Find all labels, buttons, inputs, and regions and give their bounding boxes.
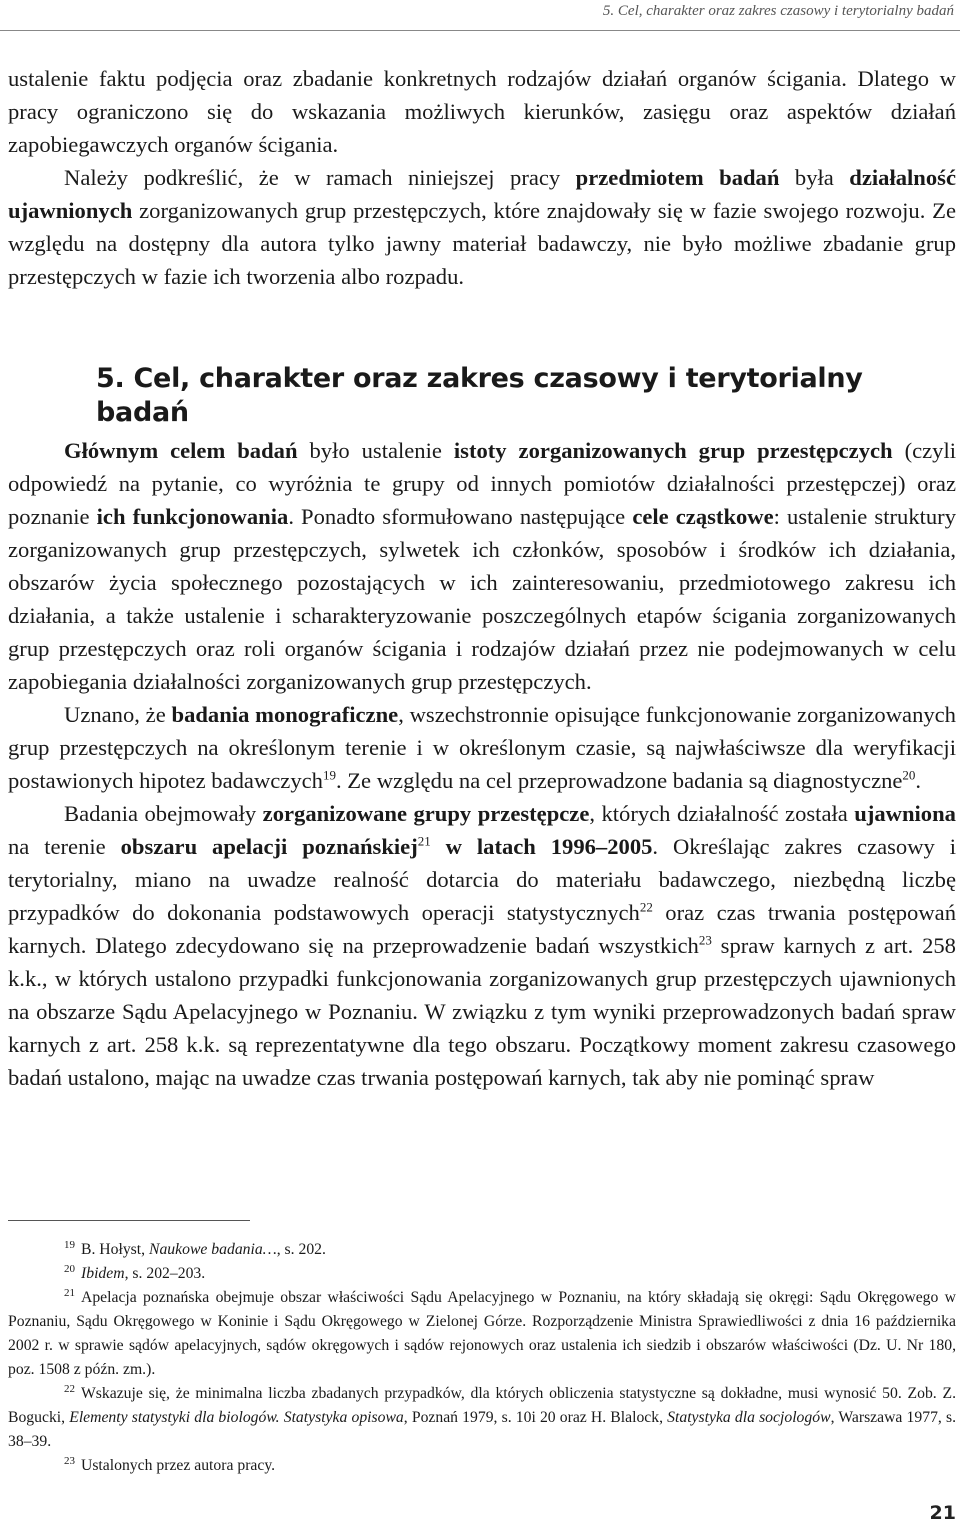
footnote-number: 22 [64, 1382, 75, 1395]
bold-text: cele cząstkowe [632, 504, 774, 529]
footnote-20 [8, 1262, 956, 1286]
running-head: 5. Cel, charakter oraz zakres czasowy i terytorialny badań [602, 3, 954, 19]
text: Ustalonych przez autora pracy. [81, 1457, 276, 1474]
text: Wskazuje się, że minimalna liczba zbadanych przypadków, dla których obliczenia statystyczne są dokładne, musi wynosić 50. Zob. Z. Bogucki, [8, 1385, 956, 1426]
text: , których działalność została [589, 801, 855, 826]
footnote-number: 20 [64, 1262, 75, 1275]
footnote-ref[interactable]: 20 [902, 767, 916, 783]
text: , Poznań 1979, s. 10i 20 oraz H. Blalock, [403, 1409, 668, 1426]
footnote-22 [8, 1382, 956, 1454]
text: Badania obejmowały [64, 801, 263, 826]
bold-text: badania monograficzne [171, 702, 399, 727]
footnote-number: 19 [64, 1238, 75, 1251]
text: na terenie [8, 834, 121, 859]
text: : ustalenie struktury zorganizowanych grup przestępczych, sylwetek ich członków, sposobów i środków ich działania, obszarów życia społecznego pozostających w ich zainteresowaniu, przedmiotowego zakresu ich działania, a także ustalenie i scharakteryzowanie poszczególnych etapów ścigania zorganizowanych grup przestępczych oraz roli organów ścigania i rodzajów działań przez nie podejmowanych w celu zapobiegania działalności zorganizowanych grup przestępczych. [8, 504, 957, 694]
paragraph-subject [8, 161, 956, 293]
section-heading: 5. Cel, charakter oraz zakres czasowy i terytorialny badań [96, 363, 863, 428]
footnote-rule [8, 1220, 250, 1221]
body-text-top [8, 62, 956, 293]
text: Uznano, że [64, 702, 172, 727]
bold-text: przedmiotem badań [575, 165, 780, 190]
bold-text: istoty zorganizowanych grup przestępczych [453, 438, 893, 463]
text: zorganizowanych grup przestępczych, które znajdowały się w fazie swojego rozwoju. Ze względu na dostępny dla autora tylko jawny materiał badawczy, nie było możliwe zbadanie grup przestępczych w fazie ich tworzenia albo rozpadu. [8, 198, 956, 289]
footnote-ref[interactable]: 22 [639, 899, 653, 915]
bold-text: w latach 1996–2005 [445, 834, 653, 859]
text: , wszechstronnie opisujące funkcjonowanie zorganizowanych grup przestępczych na określonym terenie i w określonym czasie, są najwłaściwsze dla weryfikacji postawionych hipotez badawczych [8, 702, 956, 793]
paragraph-monographic [8, 698, 956, 797]
text: . Określając zakres czasowy i terytorialny, miano na uwadze realność dotarcia do materiału badawczego, niezbędną liczbę przypadków do dokonania podstawowych operacji statystycznych [8, 834, 957, 925]
text: , Warszawa 1977, s. 38–39. [8, 1409, 957, 1450]
bold-text: ich funkcjonowania [96, 504, 289, 529]
italic-title: Naukowe badania… [149, 1241, 277, 1258]
text [431, 834, 446, 859]
paragraph-goals [8, 434, 956, 698]
text: , s. 202–203. [124, 1265, 206, 1282]
header-rule [0, 30, 960, 31]
text: . Ze względu na cel przeprowadzone badania są diagnostyczne [335, 768, 903, 793]
text: B. Hołyst, [81, 1241, 149, 1258]
text: (czyli odpowiedź na pytanie, co wyróżnia te grupy od innych pomiotów działalności przestępczej) oraz poznanie [8, 438, 956, 529]
text: Apelacja poznańska obejmuje obszar właściwości Sądu Apelacyjnego w Poznaniu, na który składają się okręgi: Sądu Okręgowego w Poznaniu, Sądu Okręgowego w Koninie i Sądu Okręgowego w Zielonej Górze. Rozporządzenie Ministra Sprawiedliwości z dnia 16 października 2002 r. w sprawie sądów apelacyjnych, sądów okręgowych i sądów rejonowych oraz ustalenia ich siedzib i obszarów właściwości (Dz. U. Nr 180, poz. 1508 z późn. zm.). [8, 1289, 956, 1378]
text: spraw karnych z art. 258 k.k., w których ustalono przypadki funkcjonowania zorganizowanych grup przestępczych ujawnionych na obszarze Sądu Apelacyjnego w Poznaniu. W związku z tym wyniki przeprowadzonych badań spraw karnych z art. 258 k.k. są reprezentatywne dla tego obszaru. Początkowy moment zakresu czasowego badań ustalono, mając na uwadze czas trwania postępowań karnych, tak aby nie pominąć spraw [8, 933, 956, 1090]
italic-title: Elementy statystyki dla biologów. Statystyka opisowa [69, 1409, 404, 1426]
footnote-ref[interactable]: 23 [698, 932, 712, 948]
bold-text: obszaru apelacji poznańskiej [120, 834, 418, 859]
page-number: 21 [929, 1502, 956, 1524]
text: Należy podkreślić, że w ramach niniejszej pracy [64, 165, 576, 190]
footnotes [8, 1238, 956, 1478]
paragraph-continued [8, 62, 956, 161]
footnote-23 [8, 1454, 956, 1478]
text: oraz czas trwania postępowań karnych. Dlatego zdecydowano się na przeprowadzenie badań wszystkich [8, 900, 956, 958]
bold-text: działalność ujawnionych [8, 165, 956, 223]
text: ustalenie faktu podjęcia oraz zbadanie konkretnych rodzajów działań organów ścigania. Dlatego w pracy ograniczono się do wskazania możliwych kierunków, zasięgu oraz aspektów działań zapobiegawczych organów ścigania. [8, 66, 956, 157]
text: . Ponadto sformułowano następujące [288, 504, 633, 529]
footnote-21 [8, 1286, 956, 1382]
bold-text: zorganizowane grupy przestępcze [262, 801, 590, 826]
footnote-ref[interactable]: 21 [417, 833, 431, 849]
paragraph-scope [8, 797, 956, 1094]
text: , s. 202. [276, 1241, 326, 1258]
text: była [779, 165, 850, 190]
footnote-19 [8, 1238, 956, 1262]
footnote-number: 21 [64, 1286, 75, 1299]
italic-title: Ibidem [81, 1265, 125, 1282]
text: . [915, 768, 922, 793]
italic-title: Statystyka dla socjologów [667, 1409, 831, 1426]
bold-text: Głównym celem badań [64, 438, 298, 463]
footnote-ref[interactable]: 19 [322, 767, 336, 783]
text: było ustalenie [297, 438, 454, 463]
body-text-main [8, 434, 956, 1094]
bold-text: ujawniona [854, 801, 956, 826]
footnote-number: 23 [64, 1454, 75, 1467]
